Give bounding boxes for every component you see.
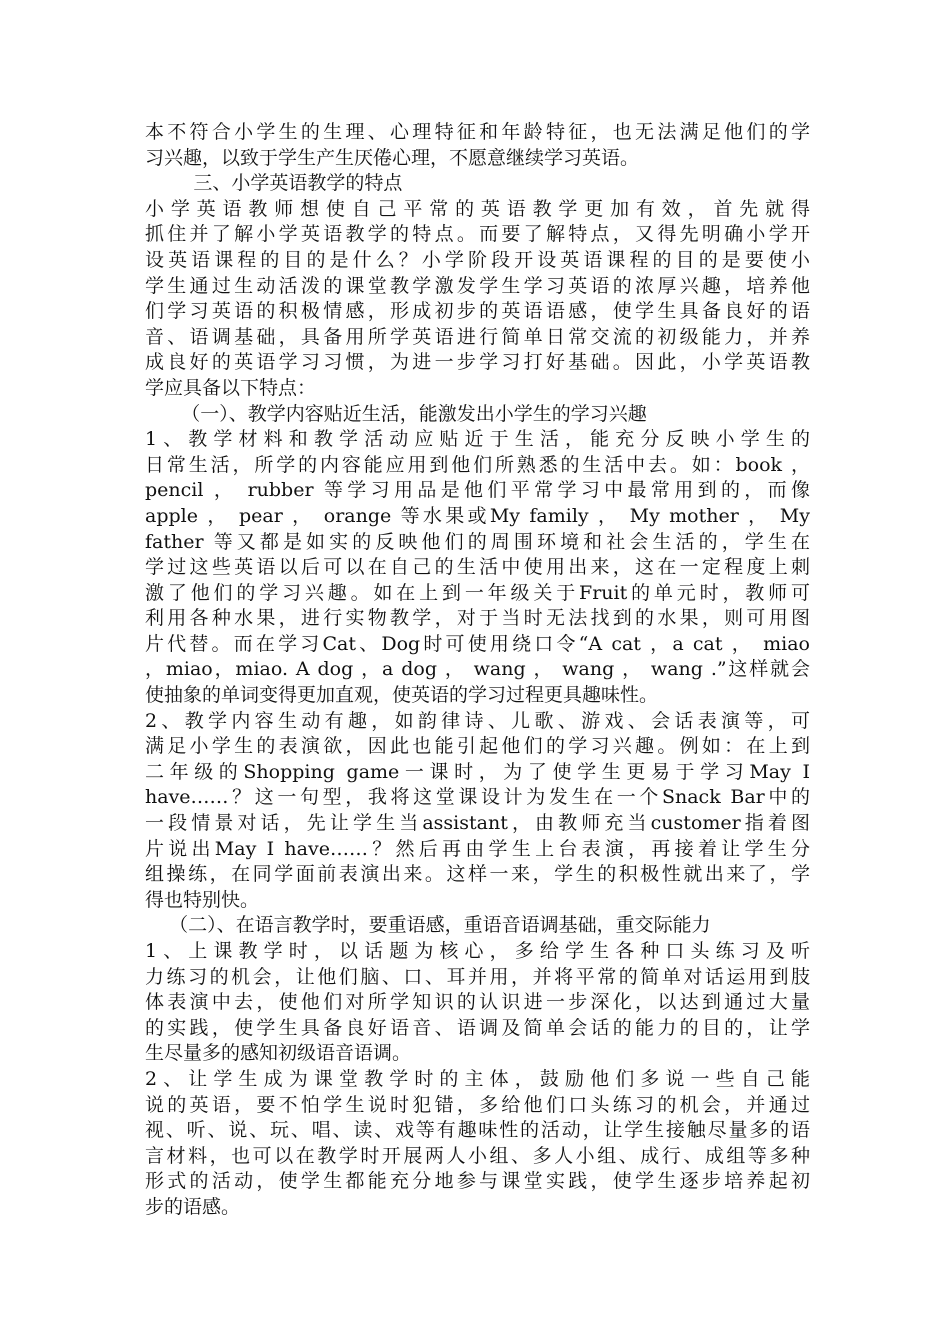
text-line: 抓住并了解小学英语教学的特点。而要了解特点，又得先明确小学开 (145, 223, 810, 246)
text-line: 使抽象的单词变得更加直观，使英语的学习过程更具趣味性。 (145, 684, 659, 707)
body-text (145, 120, 810, 1221)
text-line: 组操练，在同学面前表演出来。这样一来，学生的积极性就出来了，学 (145, 863, 810, 886)
text-line: 说的英语，要不怕学生说时犯错，多给他们口头练习的机会，并通过 (145, 1093, 810, 1116)
text-line: 言材料，也可以在教学时开展两人小组、多人小组、成行、成组等多种 (145, 1144, 810, 1167)
text-line: 日常生活，所学的内容能应用到他们所熟悉的生活中去。如：book ， (145, 453, 810, 476)
text-line: 三、小学英语教学的特点 (145, 172, 403, 195)
text-line: 生尽量多的感知初级语音语调。 (145, 1042, 412, 1065)
text-line: 的实践，使学生具备良好语音、语调及简单会话的能力的目的，让学 (145, 1016, 810, 1039)
text-line: 体表演中去，使他们对所学知识的认识进一步深化，以达到通过大量 (145, 991, 810, 1014)
text-line: 2、让学生成为课堂教学时的主体，鼓励他们多说一些自己能 (145, 1067, 810, 1090)
text-line: 片代替。而在学习Cat、Dog时可使用绕口令“A cat ，a cat ， miao (145, 632, 810, 655)
text-line: 2、教学内容生动有趣，如韵律诗、儿歌、游戏、会话表演等，可 (145, 709, 810, 732)
text-line: pencil ， rubber 等学习用品是他们平常学习中最常用到的，而像 (145, 479, 810, 502)
text-line: 们学习英语的积极情感，形成初步的英语语感，使学生具备良好的语 (145, 300, 810, 323)
text-line: （一）、教学内容贴近生活，能激发出小学生的学习兴趣 (145, 402, 647, 425)
text-line: 设英语课程的目的是什么？小学阶段开设英语课程的目的是要使小 (145, 248, 810, 271)
text-line: 小学英语教师想使自己平常的英语教学更加有效，首先就得 (145, 197, 810, 220)
text-line: father 等又都是如实的反映他们的周围环境和社会生活的，学生在 (145, 530, 810, 553)
text-line: 学应具备以下特点： (145, 376, 317, 399)
text-line: 形式的活动，使学生都能充分地参与课堂实践，使学生逐步培养起初 (145, 1170, 810, 1193)
text-line: 利用各种水果，进行实物教学，对于当时无法找到的水果，则可用图 (145, 607, 810, 630)
text-line: 本不符合小学生的生理、心理特征和年龄特征，也无法满足他们的学 (145, 121, 810, 143)
text-line: 片说出May I have……？然后再由学生上台表演，再接着让学生分 (145, 837, 810, 860)
text-line: 二年级的Shopping game一课时，为了使学生更易于学习May I (145, 760, 810, 783)
text-line: 一段情景对话，先让学生当assistant，由教师充当customer指着图 (145, 812, 810, 835)
text-line: 步的语感。 (145, 1195, 241, 1218)
text-line: 习兴趣，以致于学生产生厌倦心理，不愿意继续学习英语。 (145, 146, 640, 169)
text-line: 得也特别快。 (145, 888, 260, 911)
text-line: 学生通过生动活泼的课堂教学激发学生学习英语的浓厚兴趣，培养他 (145, 274, 810, 297)
text-line: 视、听、说、玩、唱、读、戏等有趣味性的活动，让学生接触尽量多的语 (145, 1119, 810, 1142)
text-line: 1、上课教学时，以话题为核心，多给学生各种口头练习及听 (145, 940, 810, 962)
text-line: （二）、在语言教学时，要重语感，重语音语调基础，重交际能力 (145, 914, 711, 937)
text-line: 学过这些英语以后可以在自己的生活中使用出来，这在一定程度上刺 (145, 556, 810, 579)
text-line: 成良好的英语学习习惯，为进一步学习打好基础。因此，小学英语教 (145, 351, 810, 374)
text-line: 1、教学材料和教学活动应贴近于生活，能充分反映小学生的 (145, 428, 810, 451)
text-line: ，miao，miao. A dog ，a dog ， wang ， wang ， wang .”这样就会 (145, 658, 810, 681)
text-line: 力练习的机会，让他们脑、口、耳并用，并将平常的简单对话运用到肢 (145, 965, 810, 988)
text-line: 满足小学生的表演欲，因此也能引起他们的学习兴趣。例如：在上到 (145, 735, 810, 758)
text-line: apple ， pear ， orange 等水果或My family ， My mother ， My (145, 504, 810, 527)
text-line: 音、语调基础，具备用所学英语进行简单日常交流的初级能力，并养 (145, 325, 810, 348)
text-line: 激了他们的学习兴趣。如在上到一年级关于Fruit的单元时，教师可 (145, 581, 810, 604)
text-line: have……？这一句型，我将这堂课设计为发生在一个Snack Bar中的 (145, 786, 810, 809)
